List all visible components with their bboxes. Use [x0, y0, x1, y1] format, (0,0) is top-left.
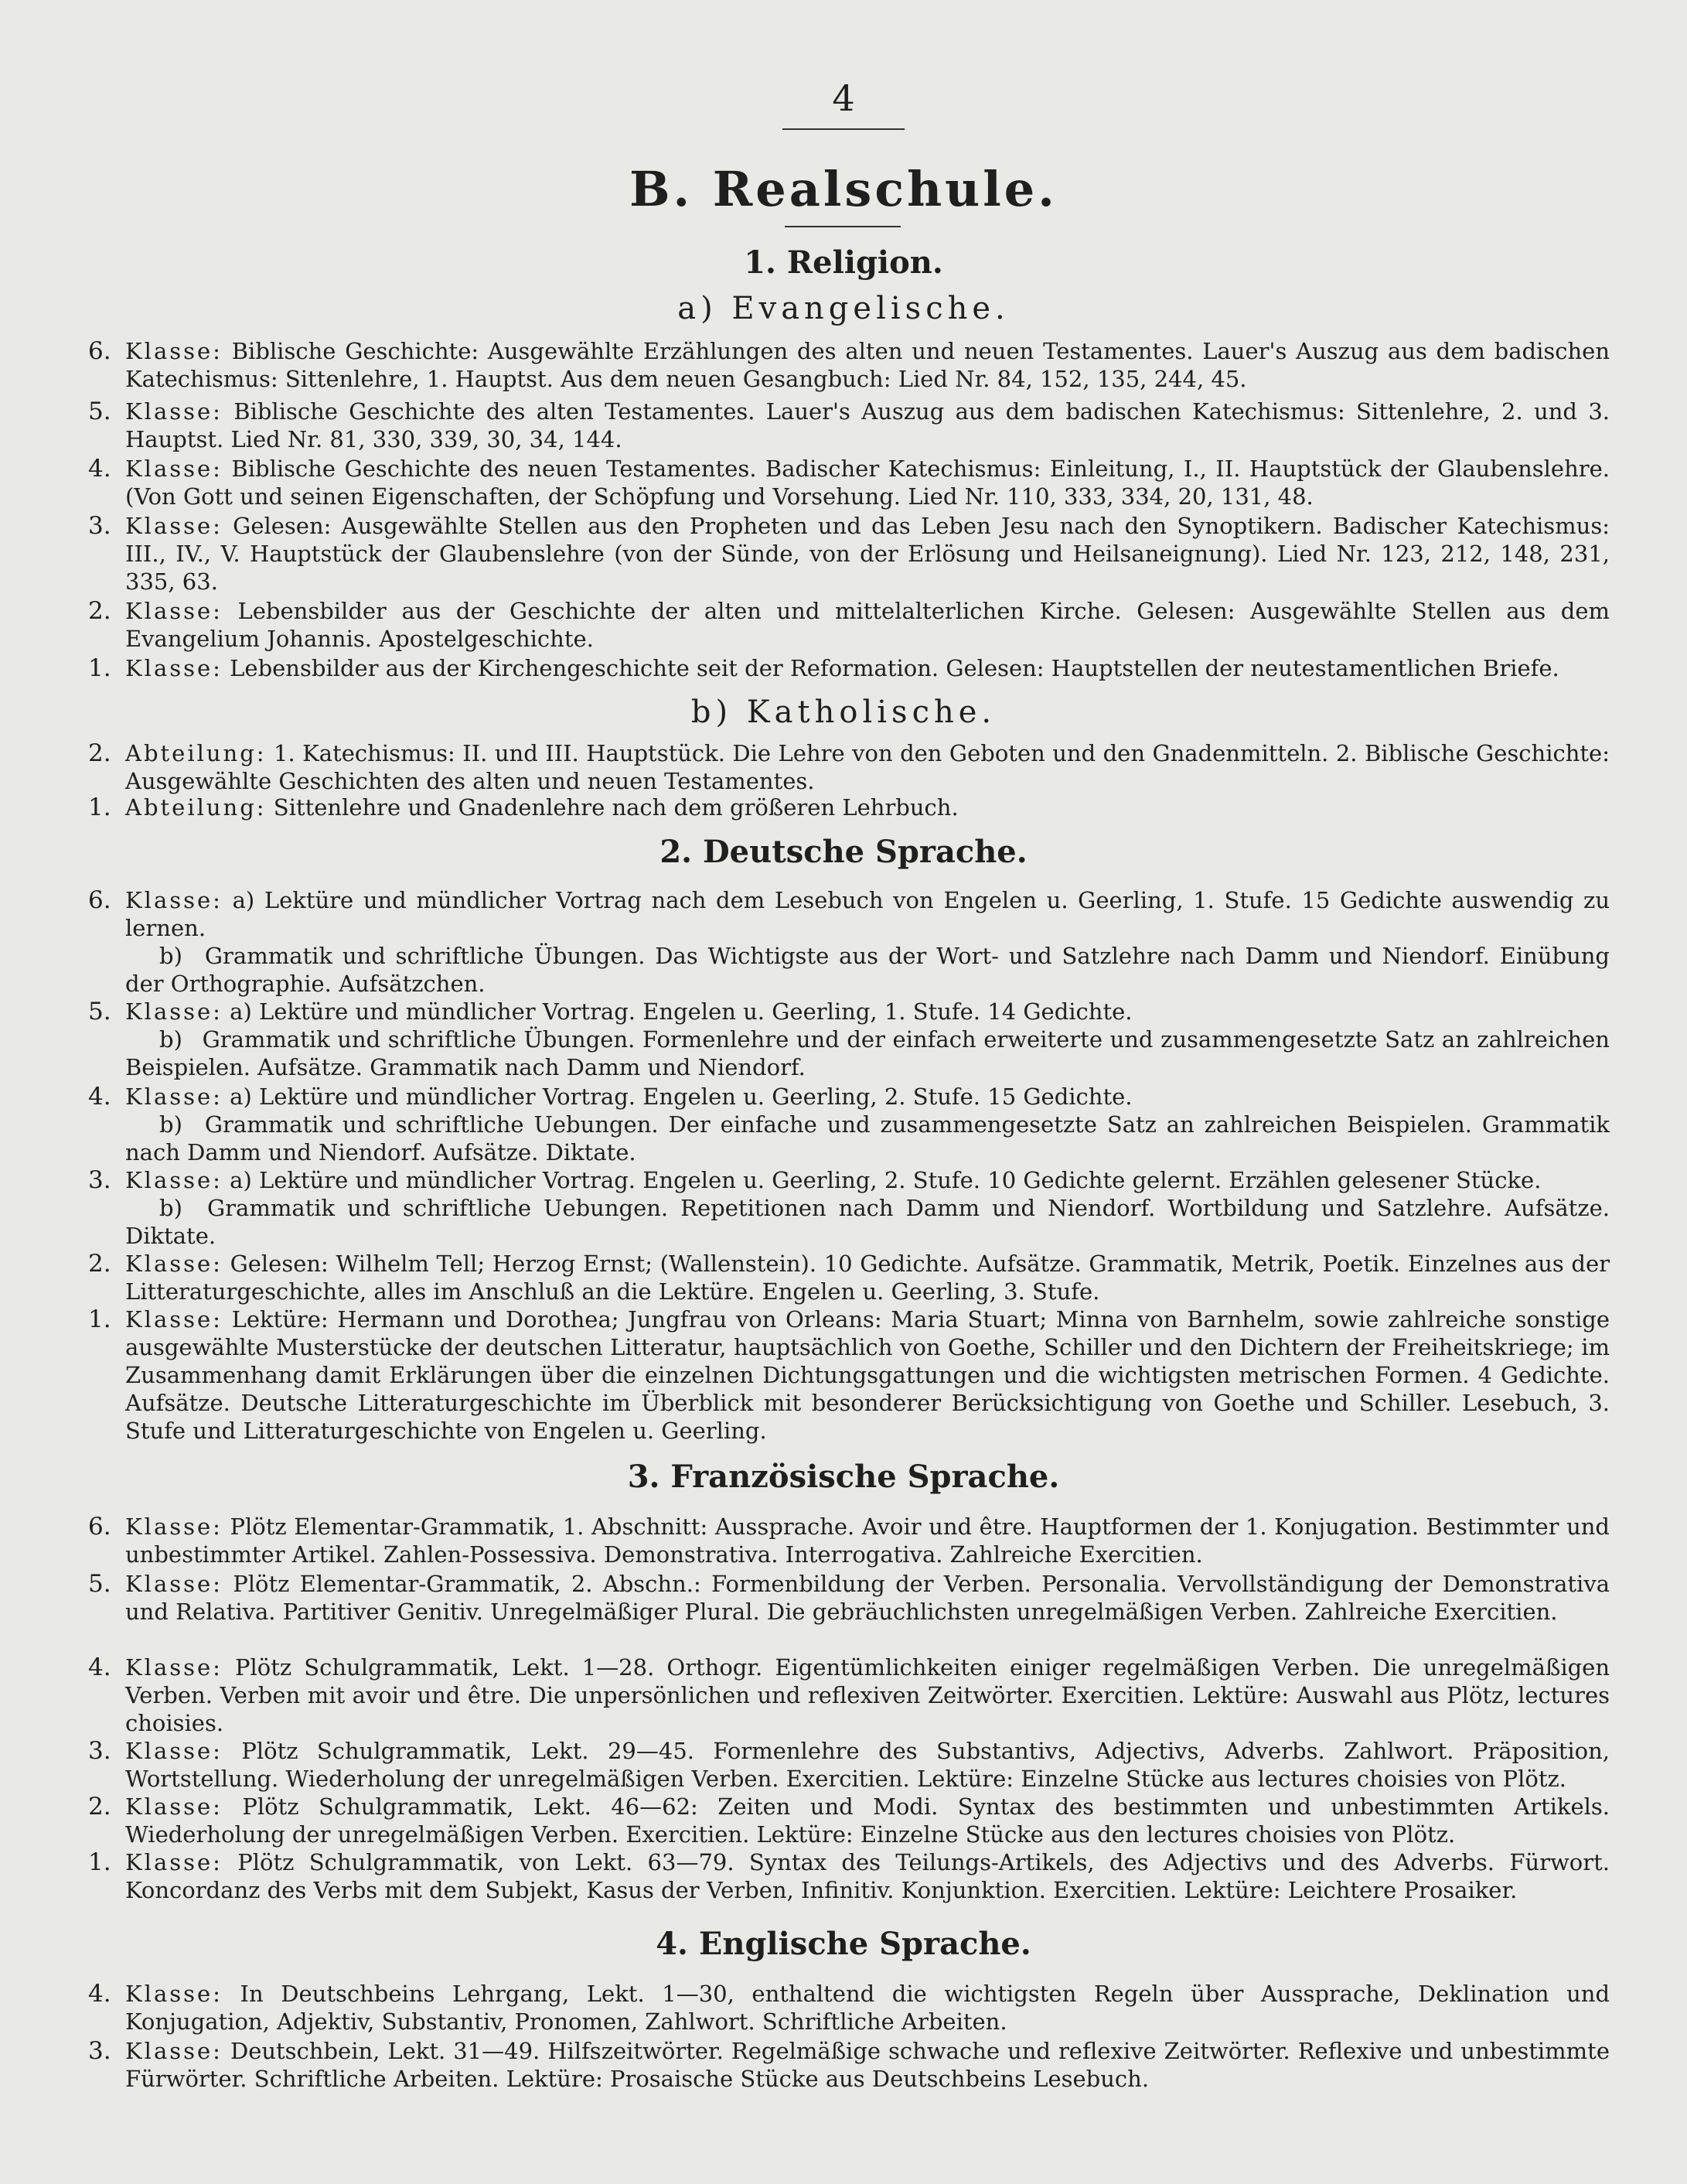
entry-label: Klasse:: [125, 1738, 223, 1764]
entry-body: Gelesen: Wilhelm Tell; Herzog Ernst; (Wallenstein). 10 Gedichte. Aufsätze. Grammatik, Metrik, Poetik. Einzelnes aus der Litteraturgeschichte, alles im Anschluß an die Lektüre. Engelen u. Geerling, 3. Stufe.: [125, 1251, 1610, 1305]
entry-body: 1. Katechismus: II. und III. Hauptstück. Die Lehre von den Geboten und den Gnadenmitteln. 2. Biblische Geschichte: Ausgewählte Geschichten des alten und neuen Testamentes.: [125, 740, 1610, 794]
entry-label: Klasse:: [125, 398, 223, 425]
entry-part-a: Lektüre und mündlicher Vortrag nach dem Lesebuch von Engelen u. Geerling, 1. Stufe. 15 Gedichte auswendig zu lernen.: [125, 887, 1610, 941]
entry-part-a: Lektüre und mündlicher Vortrag. Engelen u. Geerling, 2. Stufe. 10 Gedichte gelernt. Erzählen gelesener Stücke.: [258, 1167, 1542, 1193]
subheading-evangelisch: a) Evangelische.: [677, 291, 1010, 326]
entry-number: 4.: [88, 1083, 111, 1111]
entry-number: 2.: [88, 739, 111, 767]
entry-label: Klasse:: [125, 998, 223, 1025]
entry-part-a: Lektüre und mündlicher Vortrag. Engelen u. Geerling, 1. Stufe. 14 Gedichte.: [258, 998, 1133, 1025]
entry-text: [125, 1570, 1610, 1626]
entry-text: [125, 2037, 1610, 2093]
entry-label: Klasse:: [125, 1654, 223, 1681]
entry-body: Sittenlehre und Gnadenlehre nach dem größeren Lehrbuch.: [273, 794, 959, 821]
entry-number: 4.: [88, 1980, 111, 2008]
entry-number: 6.: [88, 886, 111, 914]
entry-label: Abteilung:: [125, 794, 267, 821]
page-number: 4: [832, 77, 855, 119]
entry-number: 1.: [88, 1305, 111, 1333]
entry-part-a: Lektüre und mündlicher Vortrag. Engelen u. Geerling, 2. Stufe. 15 Gedichte.: [258, 1083, 1133, 1110]
entry-text: Klasse: a) Lektüre und mündlicher Vortrag. Engelen u. Geerling, 2. Stufe. 10 Gedichte gelernt. Erzählen gelesener Stücke.: [125, 1167, 1542, 1193]
section-heading-englisch: 4. Englische Sprache.: [656, 1926, 1031, 1962]
entry-number: 1.: [88, 793, 111, 821]
entry-part-b-row: b) Grammatik und schriftliche Übungen. Das Wichtigste aus der Wort- und Satzlehre nach Damm und Niendorf. Einübung der Orthographie. Aufsätzchen.: [125, 943, 1610, 997]
entry-number: 2.: [88, 1250, 111, 1278]
entry-label: Klasse:: [125, 655, 223, 681]
entry-body: Plötz Elementar-Grammatik, 1. Abschnitt: Aussprache. Avoir und être. Hauptformen der 1. Konjugation. Bestimmter und unbestimmter Artikel. Zahlen-Possessiva. Demonstrativa. Interrogativa. Zahlreiche Exercitien.: [125, 1513, 1610, 1568]
entry-part-b-row: b) Grammatik und schriftliche Uebungen. Repetitionen nach Damm und Niendorf. Wortbildung und Satzlehre. Aufsätze. Diktate.: [125, 1195, 1610, 1249]
entry-text: [125, 1513, 1610, 1568]
entry-body: In Deutschbeins Lehrgang, Lekt. 1—30, enthaltend die wichtigsten Regeln über Aussprache, Deklination und Konjugation, Adjektiv, Substantiv, Pronomen, Zahlwort. Schriftliche Arbeiten.: [125, 1981, 1610, 2035]
entry-part-b: Grammatik und schriftliche Übungen. Das Wichtigste aus der Wort- und Satzlehre nach Damm und Niendorf. Einübung der Orthographie. Aufsätzchen.: [125, 943, 1610, 997]
entry-text: [125, 1793, 1610, 1848]
entry-number: 1.: [88, 654, 111, 682]
entry-number: 5.: [88, 998, 111, 1025]
entry-part-b: Grammatik und schriftliche Uebungen. Repetitionen nach Damm und Niendorf. Wortbildung und Satzlehre. Aufsätze. Diktate.: [125, 1195, 1610, 1249]
entry-part-b-row: b) Grammatik und schriftliche Uebungen. Der einfache und zusammengesetzte Satz an zahlreichen Beispielen. Grammatik nach Damm und Niendorf. Aufsätze. Diktate.: [125, 1111, 1610, 1165]
entry-number: 3.: [88, 1737, 111, 1765]
entry-body: Lebensbilder aus der Kirchengeschichte seit der Reformation. Gelesen: Hauptstellen der neutestamentlichen Briefe.: [230, 655, 1559, 681]
entry-body: Plötz Elementar-Grammatik, 2. Abschn.: Formenbildung der Verben. Personalia. Vervollständigung der Demonstrativa und Relativa. Partitiver Genitiv. Unregelmäßiger Plural. Die gebräuchlichsten unregelmäßigen Verben. Zahlreiche Exercitien.: [125, 1571, 1610, 1625]
entry-label: Klasse:: [125, 1571, 223, 1597]
entry-text: [125, 654, 1610, 682]
section-heading-religion: 1. Religion.: [744, 244, 943, 281]
entry-text: Klasse: a) Lektüre und mündlicher Vortrag. Engelen u. Geerling, 2. Stufe. 15 Gedichte.: [125, 1083, 1133, 1110]
entry-label: Klasse:: [125, 1793, 223, 1820]
entry-label: Abteilung:: [125, 740, 267, 766]
entry-text: [125, 793, 1610, 821]
entry-body: Biblische Geschichte des alten Testamentes. Lauer's Auszug aus dem badischen Katechismus: Sittenlehre, 2. und 3. Hauptst. Lied Nr. 81, 330, 339, 30, 34, 144.: [125, 398, 1610, 452]
entry-number: 4.: [88, 455, 111, 483]
entry-text: [125, 1653, 1610, 1737]
entry-label: Klasse:: [125, 513, 223, 539]
entry-label: Klasse:: [125, 598, 223, 624]
entry-text: [125, 739, 1610, 795]
entry-number: 3.: [88, 2037, 111, 2065]
entry-text: [125, 1250, 1610, 1305]
entry-number: 1.: [88, 1848, 111, 1876]
entry-body: Lebensbilder aus der Geschichte der alten und mittelalterlichen Kirche. Gelesen: Ausgewählte Stellen aus dem Evangelium Johannis. Apostelgeschichte.: [125, 598, 1610, 652]
entry-body: Deutschbein, Lekt. 31—49. Hilfszeitwörter. Regelmäßige schwache und reflexive Zeitwörter. Reflexive und unbestimmte Fürwörter. Schriftliche Arbeiten. Lektüre: Prosaische Stücke aus Deutschbeins Lesebuch.: [125, 2038, 1610, 2092]
entry-body: Plötz Schulgrammatik, Lekt. 46—62: Zeiten und Modi. Syntax des bestimmten und unbestimmten Artikels. Wiederholung der unregelmäßigen Verben. Exercitien. Lektüre: Einzelne Stücke aus den lectures choisies von Plötz.: [125, 1793, 1610, 1848]
entry-text: [125, 398, 1610, 453]
entry-number: 5.: [88, 398, 111, 425]
entry-number: 2.: [88, 1793, 111, 1821]
entry-part-b-row: b) Grammatik und schriftliche Übungen. Formenlehre und der einfach erweiterte und zusammengesetzte Satz an zahlreichen Beispielen. Aufsätze. Grammatik nach Damm und Niendorf.: [125, 1026, 1610, 1080]
entry-number: 3.: [88, 512, 111, 540]
entry-text: Klasse: a) Lektüre und mündlicher Vortrag nach dem Lesebuch von Engelen u. Geerling, 1. Stufe. 15 Gedichte auswendig zu lernen.: [125, 887, 1610, 941]
entry-label: Klasse:: [125, 887, 223, 913]
entry-body: Gelesen: Ausgewählte Stellen aus den Propheten und das Leben Jesu nach den Synoptikern. Badischer Katechismus: III., IV., V. Hauptstück der Glaubenslehre (von der Sünde, von der Erlösung und Heilsaneignung). Lied Nr. 123, 212, 148, 231, 335, 63.: [125, 513, 1610, 595]
entry-number: 5.: [88, 1570, 111, 1598]
title-rule: [785, 226, 901, 227]
section-heading-franzoesisch: 3. Französische Sprache.: [627, 1459, 1060, 1495]
entry-label: Klasse:: [125, 1083, 223, 1110]
entry-text: [125, 455, 1610, 510]
entry-label: Klasse:: [125, 338, 223, 364]
entry-text: [125, 337, 1610, 393]
page-title: B. Realschule.: [629, 161, 1058, 217]
entry-body: Lektüre: Hermann und Dorothea; Jungfrau von Orleans: Maria Stuart; Minna von Barnhelm, sowie zahlreiche sonstige ausgewählte Musterstücke der deutschen Litteratur, hauptsächlich von Goethe, Schiller und den Dichtern der Freiheitskriege; im Zusammenhang damit Erklärungen über die einzelnen Dichtungsgattungen und die wichtigsten metrischen Formen. 4 Gedichte. Aufsätze. Deutsche Litteraturgeschichte im Überblick mit besonderer Berücksichtigung von Goethe und Schiller. Lesebuch, 3. Stufe und Litteraturgeschichte von Engelen u. Geerling.: [125, 1306, 1610, 1444]
entry-text: [125, 1305, 1610, 1445]
entry-part-b: Grammatik und schriftliche Übungen. Formenlehre und der einfach erweiterte und zusammengesetzte Satz an zahlreichen Beispielen. Aufsätze. Grammatik nach Damm und Niendorf.: [125, 1026, 1610, 1080]
entry-text: [125, 512, 1610, 595]
entry-label: Klasse:: [125, 1167, 223, 1193]
page-number-rule: [782, 128, 905, 130]
entry-number: 3.: [88, 1166, 111, 1194]
entry-body: Biblische Geschichte des neuen Testamentes. Badischer Katechismus: Einleitung, I., II. Hauptstück der Glaubenslehre. (Von Gott und seinen Eigenschaften, der Schöpfung und Vorsehung. Lied Nr. 110, 333, 334, 20, 131, 48.: [125, 456, 1610, 510]
entry-body: Biblische Geschichte: Ausgewählte Erzählungen des alten und neuen Testamentes. Lauer's Auszug aus dem badischen Katechismus: Sittenlehre, 1. Hauptst. Aus dem neuen Gesangbuch: Lied Nr. 84, 152, 135, 244, 45.: [125, 338, 1610, 392]
subheading-katholisch: b) Katholische.: [690, 694, 997, 730]
entry-number: 4.: [88, 1653, 111, 1681]
entry-text: [125, 1737, 1610, 1793]
entry-number: 6.: [88, 1513, 111, 1541]
section-heading-deutsch: 2. Deutsche Sprache.: [659, 834, 1028, 870]
entry-label: Klasse:: [125, 1849, 223, 1875]
entry-label: Klasse:: [125, 456, 223, 482]
entry-body: Plötz Schulgrammatik, von Lekt. 63—79. Syntax des Teilungs-Artikels, des Adjectivs und des Adverbs. Fürwort. Koncordanz des Verbs mit dem Subjekt, Kasus der Verben, Infinitiv. Konjunktion. Exercitien. Lektüre: Leichtere Prosaiker.: [125, 1849, 1610, 1903]
entry-text: Klasse: a) Lektüre und mündlicher Vortrag. Engelen u. Geerling, 1. Stufe. 14 Gedichte.: [125, 998, 1133, 1025]
entry-label: Klasse:: [125, 1981, 223, 2007]
entry-label: Klasse:: [125, 1306, 223, 1333]
entry-text: [125, 1848, 1610, 1904]
entry-body: Plötz Schulgrammatik, Lekt. 29—45. Formenlehre des Substantivs, Adjectivs, Adverbs. Zahlwort. Präposition, Wortstellung. Wiederholung der unregelmäßigen Verben. Exercitien. Lektüre: Einzelne Stücke aus lectures choisies von Plötz.: [125, 1738, 1610, 1792]
entry-number: 2.: [88, 597, 111, 625]
entry-label: Klasse:: [125, 1513, 223, 1540]
entry-text: [125, 597, 1610, 653]
entry-label: Klasse:: [125, 2038, 223, 2064]
entry-part-b: Grammatik und schriftliche Uebungen. Der einfache und zusammengesetzte Satz an zahlreichen Beispielen. Grammatik nach Damm und Niendorf. Aufsätze. Diktate.: [125, 1111, 1610, 1165]
entry-body: Plötz Schulgrammatik, Lekt. 1—28. Orthogr. Eigentümlichkeiten einiger regelmäßigen Verben. Die unregelmäßigen Verben. Verben mit avoir und être. Die unpersönlichen und reflexiven Zeitwörter. Exercitien. Lektüre: Auswahl aus Plötz, lectures choisies.: [125, 1654, 1610, 1736]
entry-number: 6.: [88, 337, 111, 365]
entry-label: Klasse:: [125, 1251, 223, 1277]
entry-text: [125, 1980, 1610, 2036]
